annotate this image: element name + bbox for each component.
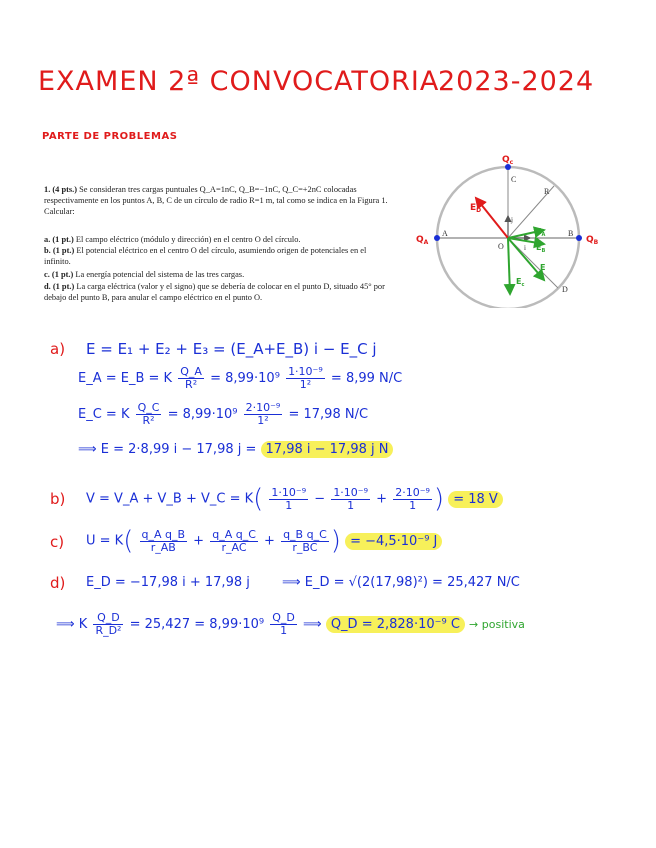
sol-d-line1-left: E_D = −17,98 i + 17,98 j: [86, 575, 250, 590]
part-a: a. (1 pt.) El campo eléctrico (módulo y dirección) en el centro O del círculo.: [44, 235, 301, 244]
sol-a-line1: E = E₁ + E₂ + E₃ = (E_A+E_B) i − E_C j: [86, 340, 377, 358]
label-r: R: [544, 187, 550, 196]
label-d: D: [562, 285, 568, 294]
sol-d-note: → positiva: [469, 618, 525, 631]
problem-statement: 1. (4 pts.) Se consideran tres cargas puntuales Q_A=1nC, Q_B=−1nC, Q_C=+2nC colocadas respectivamente en los puntos A, B, C de un círculo de radio R=1 m, tal como se indica en la Figura 1. Calcular:: [44, 185, 388, 216]
charge-b-dot: [576, 235, 582, 241]
sol-c-line: U = K( $\frac{\text{q\_A q\_B}}{r\_AB}$ + $\frac{\text{q\_A q\_C}}{r\_AC}$ + $\frac{\text{q\_B q\_C}}{r\_BC}$ ) = −4,5·10⁻⁹ J: [86, 526, 442, 556]
vector-label-ec: $E_c$: [516, 277, 525, 288]
sol-b-result: = 18 V: [448, 491, 503, 508]
sol-d-line2: ⟹ K $\frac{Q\_D}{\text{R\_D²}}$ = 25,427 = 8,99·10⁹ $\frac{Q\_D}{1}$ ⟹ Q_D = 2,828·10⁻⁹ C → positiva: [56, 611, 525, 637]
label-c: C: [511, 175, 517, 184]
sol-a-result: 17,98 i − 17,98 j N: [261, 441, 394, 458]
label-i: i: [524, 244, 526, 252]
sol-a-label: a): [50, 340, 66, 358]
vector-label-ed: $E_D$: [470, 203, 482, 214]
exam-title: EXAMEN 2ª CONVOCATORIA: [38, 66, 440, 97]
label-a: A: [442, 229, 448, 238]
section-title: PARTE DE PROBLEMAS: [42, 131, 178, 142]
charge-a-dot: [434, 235, 440, 241]
field-vector-ec: [508, 238, 510, 294]
sol-d-result: Q_D = 2,828·10⁻⁹ C: [326, 616, 465, 633]
sol-a-line2: E_A = E_B = K $\frac{Q\_A}{\text{R²}}$ = 8,99·10⁹ $\frac{\text{1·10⁻⁹}}{\text{1²}}$ = 8,99 N/C: [78, 365, 403, 391]
label-j: j: [511, 216, 513, 224]
circle-figure: [412, 152, 612, 308]
part-d: d. (1 pt.) La carga eléctrica (valor y el signo) que se debería de colocar en el punto D, situado 45° por debajo del punto B, para anular el campo eléctrico en el punto O.: [44, 282, 385, 302]
vector-label-e: E: [540, 263, 546, 272]
sol-a-line3: E_C = K $\frac{Q\_C}{\text{R²}}$ = 8,99·10⁹ $\frac{\text{2·10⁻⁹}}{\text{1²}}$ = 17,98 N/C: [78, 401, 369, 427]
sol-d-line1-right: ⟹ E_D = √(2(17,98)²) = 25,427 N/C: [282, 575, 520, 590]
label-o: O: [498, 242, 504, 251]
vector-label-eb: $E_B$: [536, 243, 546, 254]
part-b: b. (1 pt.) El potencial eléctrico en el centro O del círculo, asumiendo origen de potenciales en el infinito.: [44, 246, 367, 266]
exam-year: 2023-2024: [438, 66, 595, 97]
field-vector-ed: [476, 198, 508, 238]
sol-b-label: b): [50, 490, 66, 508]
part-c: c. (1 pt.) La energía potencial del sistema de las tres cargas.: [44, 270, 245, 279]
charge-label-qa: $Q_A$: [416, 235, 429, 246]
charge-label-qc: $Q_c$: [502, 155, 514, 166]
sol-c-label: c): [50, 533, 65, 551]
label-b: B: [568, 229, 574, 238]
charge-label-qb: $Q_B$: [586, 235, 599, 246]
sol-c-result: = −4,5·10⁻⁹ J: [345, 533, 442, 550]
vector-label-ea: $E_A$: [536, 227, 546, 238]
sol-a-line4: ⟹ E = 2·8,99 i − 17,98 j = 17,98 i − 17,98 j N: [78, 442, 393, 457]
sol-d-label: d): [50, 574, 66, 592]
sol-b-line: V = V_A + V_B + V_C = K( $\frac{\text{1·10⁻⁹}}{1}$ − $\frac{\text{1·10⁻⁹}}{1}$ + $\frac{\text{2·10⁻⁹}}{1}$ ) = 18 V: [86, 484, 503, 514]
